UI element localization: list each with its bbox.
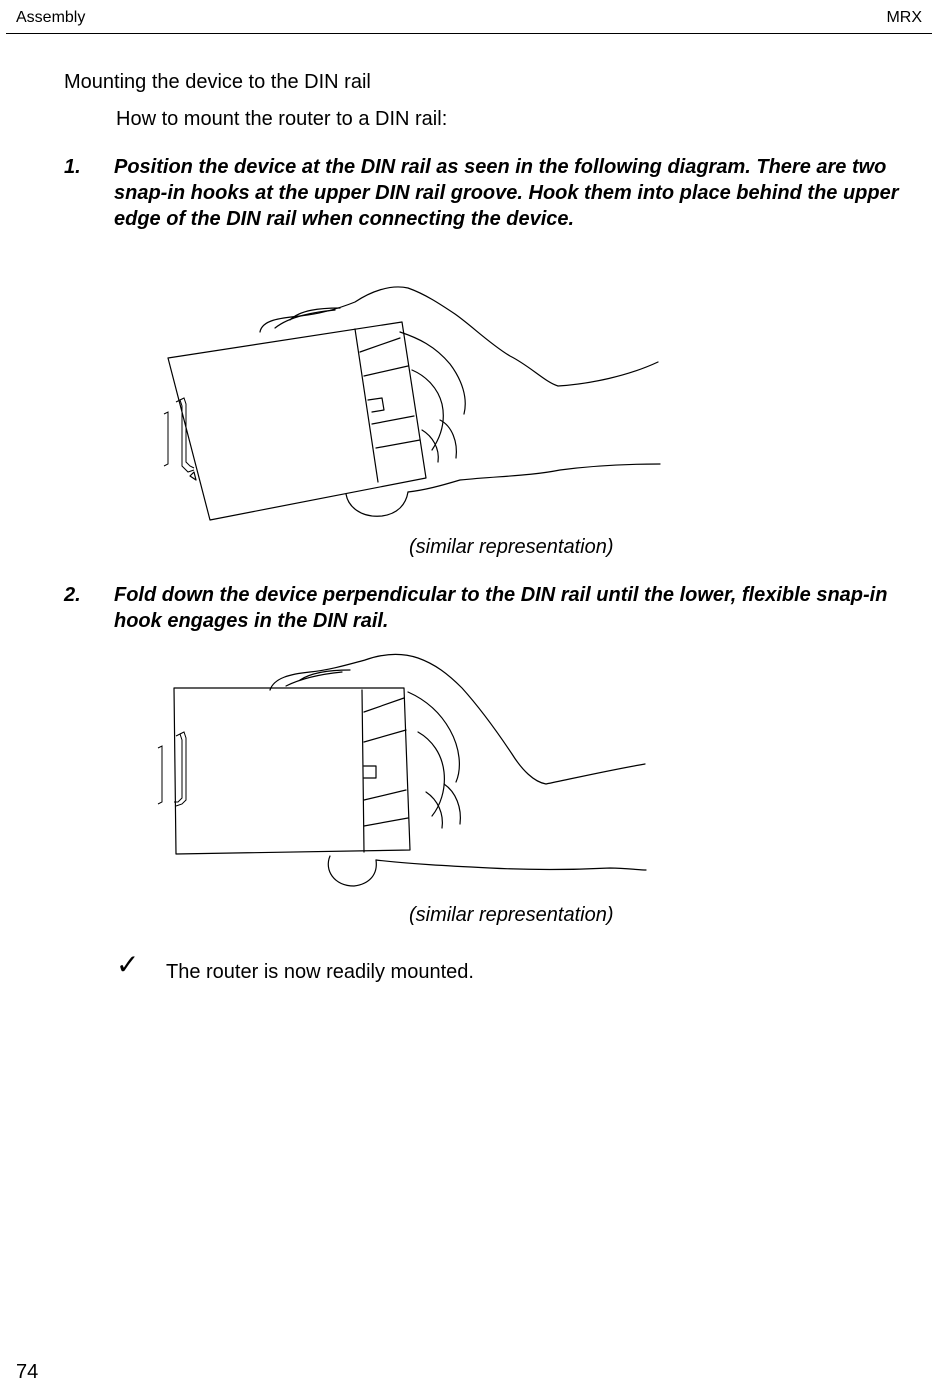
result-text: The router is now readily mounted. <box>166 961 474 983</box>
figure-folded-mount <box>150 650 670 895</box>
header-product-name: MRX <box>886 9 922 26</box>
step-1-text: Position the device at the DIN rail as seen in the following diagram. There are two snap-in hooks at the upper DIN rail groove. Hook them into place behind the upper edge of the DIN rail when connecting the device. <box>114 156 899 230</box>
figure-1-caption: (similar representation) <box>409 536 614 558</box>
figure-2-caption: (similar representation) <box>409 904 614 926</box>
header-rule <box>6 33 932 34</box>
page-number: 74 <box>16 1361 39 1383</box>
step-1-number: 1. <box>64 156 81 178</box>
step-2-text: Fold down the device perpendicular to the DIN rail until the lower, flexible snap-in hook engages in the DIN rail. <box>114 584 888 632</box>
figure-tilted-mount <box>150 280 670 530</box>
intro-text: How to mount the router to a DIN rail: <box>116 108 448 130</box>
header-section-title: Assembly <box>16 9 86 26</box>
checkmark-icon: ✓ <box>116 948 140 981</box>
section-title: Mounting the device to the DIN rail <box>64 71 371 93</box>
step-2-number: 2. <box>64 584 81 606</box>
